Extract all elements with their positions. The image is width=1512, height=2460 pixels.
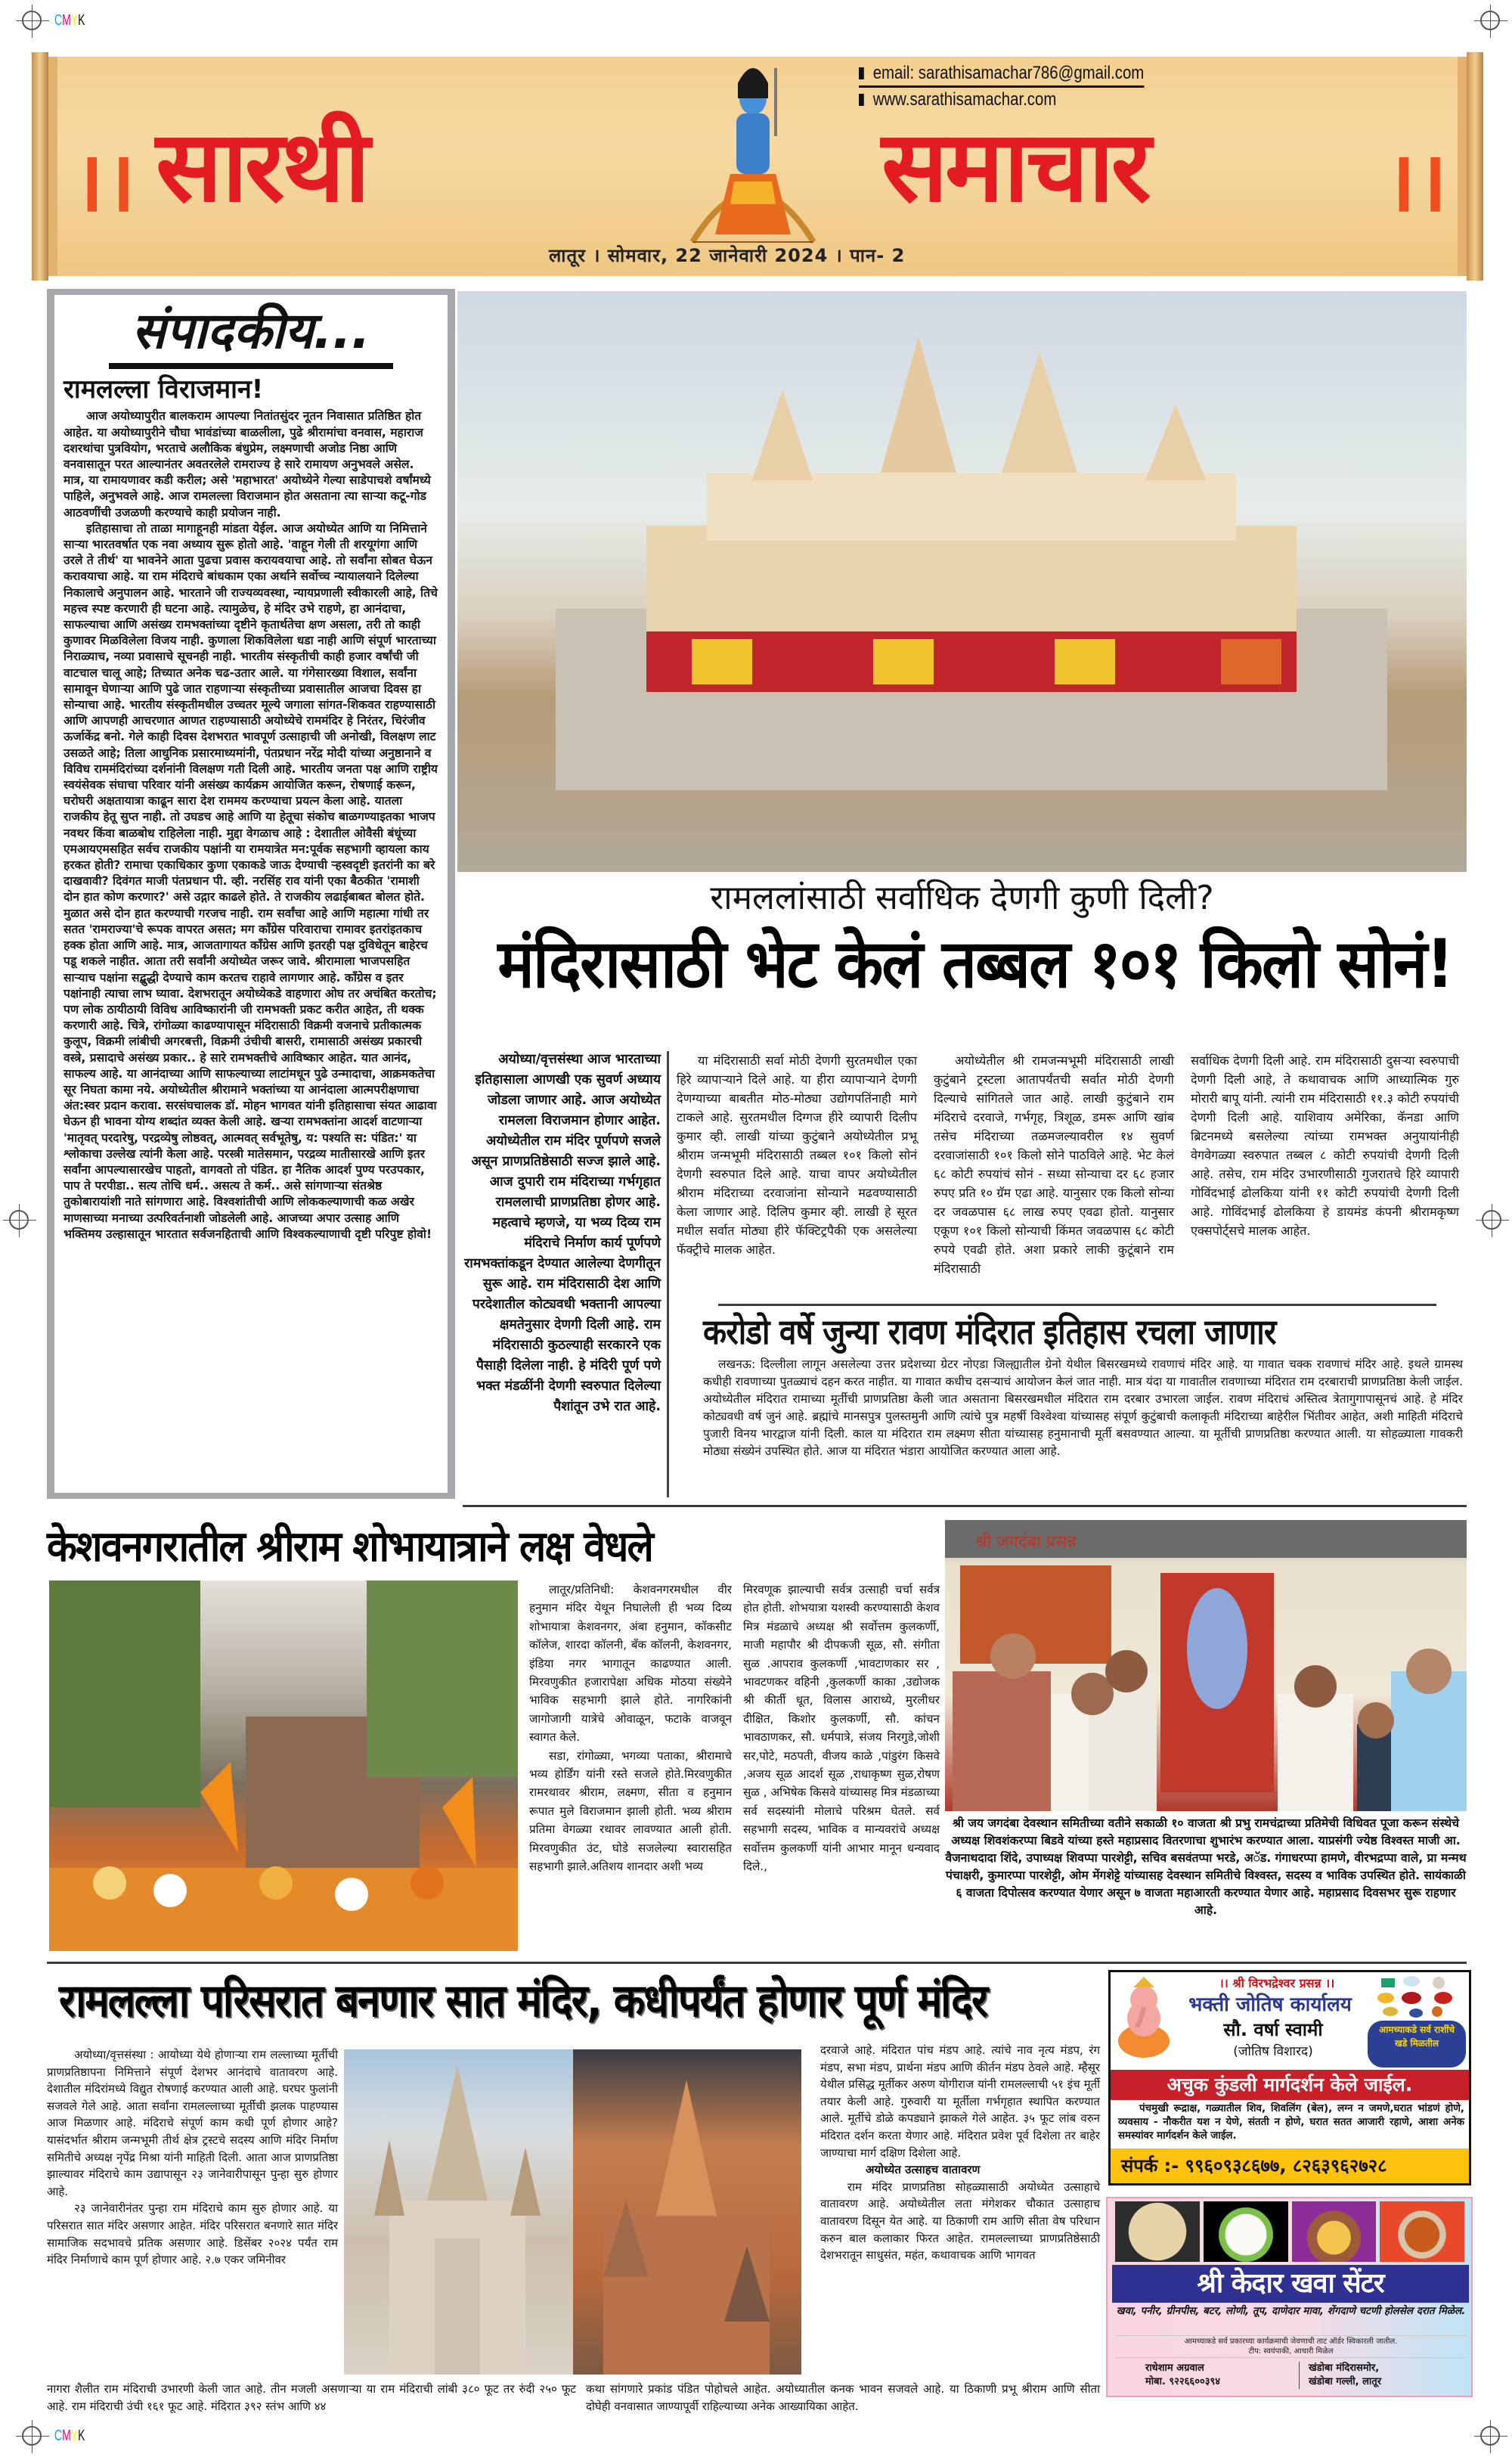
divider <box>718 1304 1436 1306</box>
astrologer-name: सौ. वर्षा स्वामी <box>1223 2019 1323 2040</box>
owner-name: राधेशाम अग्रवाल <box>1145 2362 1204 2374</box>
procession-photo <box>49 1581 518 1951</box>
cmyk-k: K <box>78 2427 85 2444</box>
ramlalla-story-column-1 <box>47 2046 338 2269</box>
food-photos <box>1115 2201 1464 2262</box>
editorial-section-title: संपादकीय... <box>132 302 370 360</box>
registration-mark-side-left <box>9 1210 29 1230</box>
gold-story-text: या मंदिरासाठी सर्वा मोठी देणगी सुरतमधील एका हिरे व्यापाऱ्याने दिले आहे. या हीरा व्यापाऱ्याने देणगी देणग्याच्या बाबतीत मोठ-मोठ्या उद्योगपतिंनाही मागे टाकले आहे. सुरतमधील दिग्गज हीरे व्यापारी दिलीप कुमार व्ही. लाखी यांच्या कुटुंबाने अयोध्येतील प्रभू श्रीराम जन्मभूमी मंदिरासाठी तब्बल १०१ किलो सोनं देणगी स्वरुपात दिले आहे. याचा वापर अयोध्येतील श्रीराम मंदिराच्या दरवाजांना सोन्याने मढवण्यासाठी केला जाणार आहे. दिलिप कुमार व्ही. लाखी हे सूरत मधील सर्वात मोठ्या हीरे फॅक्टिट्रपैकी एक असलेल्या फॅक्ट्रीचे मालक आहेत. <box>677 1053 917 1257</box>
ravan-story-headline: करोडो वर्षे जुन्या रावण मंदिरात इतिहास रचला जाणार <box>703 1311 1276 1352</box>
ramlalla-story-text: दरवाजे आहे. मंदिरात पांच मंडप आहे. त्यांचे नाव नृत्य मंडप, रंग मंडप, सभा मंडप, प्रार्थना मंडप आणि कीर्तन मंडप ठेवले आहे. म्हैसूर येथील प्रसिद्ध मूर्तीकर अरुण योगीराज यांनी रामलल्लाची ५१ इंच मूर्ती तयार केली आहे. गुरुवारी या मूर्तीला गर्भगृहात स्थापित करण्यात आले. मूर्तीचे डोळे कपड्याने झाकले गेले आहेत. ३५ फूट लांब वरुन मंदिरात दर्शन करता येणार आहे. मंदिरात प्रवेश पूर्व दिशेला तर बाहेर जाण्याचा मार्ग दक्षिण दिशेला आहे. <box>820 2043 1100 2160</box>
cmyk-k: K <box>78 12 85 29</box>
editorial-paragraph: आज अयोध्यापुरीत बालकराम आपल्या नितांतसुंदर नूतन निवासात प्रतिष्ठित होत आहेत. या अयोध्यापुरीने चौघा भावंडांच्या बाळलीला, पुढे श्रीरामांचा वनवास, महाराज दशरथांचा पुत्रवियोग, भरताचे अलौकिक बंधुप्रेम, लक्ष्मणाची अजोड निष्ठा आणि वनवासातून परत आल्यानंतर अवतरलेले रामराज्य हे सारे रामायण अनुभवले असेल. मात्र, या रामायणावर कडी करील; असे 'महाभारत' अयोध्येने गेल्या साडेपाचशे वर्षांमध्ये पाहिले, अनुभवले आहे. आज रामलल्ला विराजमान होत असताना त्या साऱ्या कटू-गोड आठवणींची उजळणी करण्याचे काही प्रयोजन नाही. <box>64 409 431 520</box>
editorial-body <box>64 408 438 1242</box>
registration-mark-bottom-left <box>22 2426 42 2446</box>
khava-photo <box>1115 2201 1200 2262</box>
registration-mark-top-right <box>1480 11 1500 30</box>
gold-story-text: सर्वाधिक देणगी दिली आहे. राम मंदिरासाठी दुसऱ्या स्वरुपाची देणगी दिली आहे, ते कथावाचक आणि आध्यात्मिक गुरु मोरारी बापू यांनी. त्यांनी राम मंदिरासाठी ११.३ कोटी रुपयांची देणगी दिली आहे. याशिवाय अमेरिका, कॅनडा आणि ब्रिटनमध्ये बसलेल्या त्यांच्या रामभक्त अनुयायांनीही वेगवेगळ्या स्वरुपात तब्बल ८ कोटी रुपयांची देणगी दिली आहे. तसेच, राम मंदिर उभारणीसाठी गुजरातचे हिरे व्यापारी गोविंदभाई ढोलकिया यांनी ११ कोटी रुपयांची देणगी दिली आहे. गोविंदभाई ढोलकिया हे डायमंड कंपनी श्रीरामकृष्ण एक्सपोर्ट्सचे मालक आहेत. <box>1191 1053 1459 1238</box>
masthead-title-left: सारथी <box>156 109 367 224</box>
divider <box>463 1505 1467 1507</box>
cmyk-c: C <box>54 12 63 29</box>
ornament-right: ।। <box>1384 132 1448 230</box>
gold-story-column-3 <box>1191 1051 1459 1240</box>
ramlalla-story-text: राम मंदिर प्राणप्रतिष्ठा सोहळ्यासाठी अयोध्येत उत्साहाचे वातावरण आहे. अयोध्येतील लता मंगेशकर चौकात उत्साहाच वातावरण दिसून येत आहे. या ठिकाणी राम आणि सीता वेष परिधान करुन बाल कलाकार फिरत आहेत. रामलल्लाच्या प्राणप्रतिष्ठेसाठी देशभरातून साधुसंत, महंत, कथावाचक आणि भागवत <box>820 2179 1100 2263</box>
gold-story-column-1 <box>677 1051 917 1259</box>
cmyk-y: Y <box>70 12 79 29</box>
ramlalla-story-subhead: अयोध्येत उत्साहच वातावरण <box>866 2163 981 2177</box>
masthead-title-right: समाचार <box>881 109 1148 224</box>
divider <box>109 363 394 369</box>
jagdamba-caption: श्री जय जगदंबा देवस्थान समितीच्या वतीने सकाळी १० वाजता श्री प्रभु रामचंद्राच्या प्रतिमेची विधिवत पूजा करून संस्थेचे अध्यक्ष शिवशंकरप्पा बिडवे यांच्या हस्ते महाप्रसाद वितरणाचा शुभारंभ करण्यात आला. याप्रसंगी ज्येष्ठ विश्वस्त माजी आ. वैजनाथदादा शिंदे, उपाध्यक्ष शिवप्पा पारशेट्टी, सचिव बसवंतप्पा भरडे, अॅड. गंगाधरप्पा हामणे, वीरभद्रप्पा वाले, प्रा मन्मथ पंचाक्षरी, कुमारप्पा पारशेट्टी, ओम मेंगशेट्टे यांच्यासह देवस्थान समितीचे विश्वस्त, सदस्य व भाविक उपस्थित होते. सायंकाळी ६ वाजता दिपोत्सव करण्यात येणार असून ७ वाजता महाआरती करण्यात येणार आहे. महाप्रसाद दिवसभर सुरू राहणार आहे. <box>945 1816 1467 1917</box>
khava-center-name: श्री केदार खवा सेंटर <box>1112 2265 1469 2303</box>
khava-products: खवा, पनीर, ग्रीनपीस, बटर, लोणी, तूप, दाणेदार मावा, शेंगदाणे चटणी होलसेल दरात मिळेल. <box>1116 2305 1466 2317</box>
khava-center-advertisement <box>1106 2197 1473 2397</box>
gemstone-badge: आमच्याकडे सर्व राशींचे खडे मिळतील <box>1368 2021 1466 2068</box>
cmyk-c: C <box>54 2427 63 2444</box>
astrology-services: पंचमुखी रूद्राक्ष, गळ्यातील शिव, शिवलिंग (बेल), लग्न न जमणे,घरात भांडणं होणे, व्यवसाय - नौकरीत यश न येणे, संतती न होणे, घरात सतत आजारी रहाणे, आशा अनेक समस्यांवर मार्गदर्शन केले जाईल. <box>1118 2103 1464 2142</box>
kundali-banner: अचुक कुंडली मार्गदर्शन केले जाईल. <box>1111 2070 1469 2100</box>
dateline: लातूर । सोमवार, 22 जानेवारी 2024 । पान- 2 <box>549 245 906 266</box>
registration-mark-side-right <box>1482 1210 1501 1230</box>
ram-mandir-photo <box>457 291 1467 872</box>
keshav-story-column-2 <box>743 1581 940 1876</box>
registration-mark-top-left <box>22 11 42 30</box>
editorial-headline: रामलल्ला विराजमान! <box>64 374 264 405</box>
ramlalla-story-headline: रामलल्ला परिसरात बनणार सात मंदिर, कधीपर्यंत होणार पूर्ण मंदिर <box>59 1975 987 2027</box>
ramlalla-story-text: २३ जानेवारीनंतर पुन्हा राम मंदिराचे काम सुरु होणार आहे. या परिसरात सात मंदिर असणार आहेत. मंदिर परिसरात बनणारे सात मंदिर सामाजिक सदभावचे प्रतिक असणार आहे. डिसेंबर २०२४ पर्यंत राम मंदिर निर्माणाचे काम पूर्ण होणार आहे. २.७ एकर जमिनीवर <box>47 2201 338 2267</box>
cmyk-color-bar-bottom <box>54 2427 85 2445</box>
keshav-story-text: सडा, रांगोळ्या, भगव्या पताका, श्रीरामाचे भव्य होर्डिंग यांनी रस्ते सजले होते.मिरवणुकीत रामरथावर श्रीराम, लक्ष्मण, सीता व हनुमान रूपात मुले विराजमान झाली होती. भव्य श्रीराम प्रतिमा वेगळ्या रथावर लावण्यात आली होती. मिरवणुकीत उंट, घोडे सजलेल्या स्वारासहित सहभागी झाले.अतिशय शानदार अशी भव्य <box>529 1748 732 1874</box>
ramlalla-story-continuation-1: नागरा शैलीत राम मंदिराची उभारणी केली जात आहे. तीन मजली असणाऱ्या या राम मंदिराची लांबी ३८० फूट तर रुंदी २५० फूट आहे. राम मंदिराची उंची १६१ फूट आहे. मंदिरात ३९२ स्तंभ आणि ४४ <box>47 2382 576 2413</box>
astrology-blessing: ।। श्री विरभद्रेश्वर प्रसन्न ।। <box>1219 1976 1335 1990</box>
khava-catering-note <box>1115 2335 1467 2358</box>
cmyk-m: M <box>62 2427 71 2444</box>
registration-mark-bottom-right <box>1480 2426 1500 2446</box>
address-line: खंडोबा मंदिरासमोर, <box>1309 2362 1380 2374</box>
paneer-photo <box>1204 2201 1288 2262</box>
keshav-story-text: लातूर/प्रतिनिधी: केशवनगरमधील वीर हनुमान मंदिर येथून निघालेली ही भव्य दिव्य शोभायात्रा केशवनगर, अंबा हनुमान, कॉकसीट कॉलेज, शारदा कॉलनी, बँक कॉलनी, केशवनगर, इंडिया नगर भागातून काढण्यात आली. मिरवणुकीत हजारापेक्षा अधिक मोठया संख्येने भाविक सहभागी झाले होते. नागरिकांनी जागोजागी यात्रेचे ओवाळून, फटाके वाजवून स्वागत केले. <box>529 1583 732 1745</box>
chutney-photo <box>1380 2201 1464 2262</box>
email-address[interactable]: email: sarathisamachar786@gmail.com <box>872 63 1145 83</box>
ramlalla-story-text: अयोध्या/वृत्तसंस्था : आयोध्या येथे होणाऱ्या राम लल्लाच्या मूर्तीची प्राणप्रतिष्ठापना निमित्ताने संपूर्ण देशभर आनंदाचे वातावरण आहे. देशातील मंदिरांमध्ये विद्युत रोषणाई करण्यात आली आहे. घरघर फुलांनी सजवले गेले आहे. आता सर्वांना रामलल्लाच्या मूर्तीची झलक पाहण्यास आज मिळणार आहे. मंदिराचे संपूर्ण काम कधी पूर्ण होणार आहे? यासंदर्भात श्रीराम जन्मभूमी तीर्थ क्षेत्र ट्रस्टचे सदस्य आणि मंदिर निर्माण समितीचे अध्यक्ष नृपेंद्र मिश्रा यांनी माहिती दिली. आता आज प्राणप्रतिष्ठा झाल्यावर मंदिराचे काम उद्यापासून २३ जानेवारीपासून पुन्हा सुरु होणार आहे. <box>47 2048 338 2198</box>
website-link[interactable]: www.sarathisamachar.com <box>872 89 1057 110</box>
gold-story-text: अयोध्येतील श्री रामजन्मभूमी मंदिरासाठी लाखी कुटुंबाने ट्रस्टला आतापर्यंतची सर्वात मोठी देणगी दिल्याचे सांगितले जात आहे. लाखी कुटुंबाने राम मंदिराचे दरवाजे, गर्भगृह, त्रिशूळ, डमरू आणि खांब तसेच मंदिराच्या तळमजल्यावरील १४ सुवर्ण दरवाजांसाठी १०१ किलो सोने पाठविले आहे. भेट केलं ६८ कोटी रुपयांचं सोनं - सध्या सोन्याचा दर ६८ हजार रुपए प्रति १० ग्रॅम एढा आहे. यानुसार एक किलो सोन्या दर जवळपास ६८ लाख रुपए एवढा होतो. यानुसार एकूण १०१ किलो सोन्याची किंमत जवळपास ६८ कोटी रुपये एवढी होते. अशा प्रकारे लाकी कुटूंबाने राम मंदिरासाठी <box>934 1053 1174 1276</box>
keshav-story-text: मिरवणूक झाल्याची सर्वत्र उत्साही चर्चा सर्वत्र होत होती. शोभयात्रा यशस्वी करण्यासाठी केशव मित्र मंडळाचे अध्यक्ष श्री सर्वोत्तम कुलकर्णी, माजी महापौर श्री दीपकजी सूळ, सौ. संगीता सुळ .आपराव कुलकर्णी ,भावटाणकार सर , भावटणकर वहिनी ,कुलकर्णी काका ,उद्योजक श्री कीर्ती धूत, विलास आराध्ये, मुरलीधर दीक्षित, किशोर कुलकर्णी, सौ. कांचन भावठाणकर, सौ. धर्मपात्रे, संजय निरगुडे,जोशी सर,पोटे, मठपती, वीजय काळे ,पांडुरंग किसवे ,अजय सूळ आदर्श सूळ ,राधाकृष्ण सुळ,रोषण सुळ , अभिषेक किसवे यांच्यासह मित्र मंडळाच्या सर्व सदस्यांनी मोलाचे परिश्रम घेतले. सर्व सहभागी सदस्य, भाविक व मान्यवरांचे अध्यक्ष सर्वोत्तम कुलकर्णी यांनी आभार मानून धन्यवाद दिले., <box>743 1583 940 1874</box>
divider <box>47 1962 1467 1964</box>
gold-story-column-2 <box>934 1051 1174 1278</box>
cmyk-m: M <box>62 12 71 29</box>
ornament-left: ।। <box>73 132 136 230</box>
ramlalla-story-continuation-2: कथा सांगणारे प्रकांड पंडित पोहोचले आहेत. अयोध्यातील कनक भावन सजवले आहे. या ठिकाणी प्रभू श्रीराम आणि सीता दोघेही वनवासात जाण्यापूर्वी राहिल्याच्या अनेक आख्यायिका आहेत. <box>586 2382 1100 2413</box>
ghee-photo <box>1292 2201 1377 2262</box>
column-divider <box>667 1051 669 1497</box>
khava-contact <box>1123 2362 1463 2389</box>
gold-story-headline: मंदिरासाठी भेट केलं तब्बल १०१ किलो सोनं! <box>497 925 1453 1003</box>
bullet-icon <box>859 67 864 79</box>
astrology-advertisement <box>1108 1970 1471 2185</box>
jagdamba-temple-photo <box>945 1520 1467 1811</box>
editorial-box <box>47 289 455 1499</box>
astrology-office-name: भक्ती जोतिष कार्यालय <box>1188 1993 1352 2016</box>
cmyk-y: Y <box>70 2427 79 2444</box>
catering-note-line: टीप: स्वयंपाकी, आचारी मिळेल <box>1248 2347 1334 2356</box>
astrologer-qualification: (जोतिष विशारद) <box>1233 2044 1313 2059</box>
temple-rendering-white <box>344 2049 573 2375</box>
temple-illustration <box>556 337 1387 790</box>
masthead <box>47 57 1468 276</box>
catering-note-line: आमच्याकडे सर्व प्रकारच्या कार्यक्रमाची जेवणाची ताट ऑर्डर स्विकारली जातील. <box>1184 2337 1398 2346</box>
bullet-icon <box>859 94 864 106</box>
ramlalla-story-column-2 <box>820 2042 1100 2264</box>
cmyk-color-bar-top <box>54 12 85 29</box>
procession-illustration <box>49 1581 518 1951</box>
keshav-story-headline: केशवनगरातील श्रीराम शोभायात्राने लक्ष वेधले <box>47 1522 652 1571</box>
editorial-paragraph: इतिहासाचा तो ताळा मागाहूनही मांडता येईल. आज अयोध्येत आणि या निमित्ताने साऱ्या भारतवर्षात एक नवा अध्याय सुरू होतो आहे. 'वाहून गेली ती शरयूगंगा आणि उरले ते तीर्थ' या भावनेने आता पुढचा प्रवास करायवयाचा आहे. तो सर्वांना सोबत घेऊन करावयाचा आहे. या राम मंदिराचे बांधकाम एका अर्थाने सर्वोच्च न्यायालयाने दिलेल्या निकालाचे अनुपालन आहे. भारताने जी राज्यव्यवस्था, न्यायप्रणाली स्वीकारली आहे, तिचे महत्त्व स्पष्ट करणारी ही घटना आहे. त्यामुळेच, हे मंदिर उभे राहणे, हा आनंदाचा, साफल्याचा आणि असंख्य रामभक्तांच्या दृष्टीने कृतार्थतेचा क्षण असला, तरी तो काही कुणावर मिळविलेला विजय नाही. कुणाला शिकविलेला धडा नाही आणि संपूर्ण भारताच्या निराळ्याच, नव्या प्रवासाचे सूचनही नाही. भारतीय संस्कृतीची काही हजार वर्षांची जी वाटचाल चालू आहे; तिच्यात अनेक चढ-उतार आले. या गंगेसारख्या विशाल, सर्वांना सामावून घेणाऱ्या आणि पुढे जात राहणाऱ्या संस्कृतीच्या प्रवासातील आजचा दिवस हा सोन्याचा आहे. भारतीय संस्कृतीमधील उच्चतर मूल्ये जगाला सांगत-शिकवत राहण्यासाठी आणि आपणही आचरणात आणत राहण्यासाठी अयोध्येचे राममंदिर हे निरंतर, चिरंजीव ऊर्जाकेंद्र बनो. गेले काही दिवस देशभरात भावपूर्ण उत्साहाची जी अनोखी, विलक्षण लाट उसळते आहे; तिला आधुनिक प्रसारमाध्यमांनी, पंतप्रधान नरेंद्र मोदी यांच्या अनुष्ठानाने व विविध राममंदिरांच्या दर्शनांनी विलक्षण गती दिली आहे. भारतीय जनता पक्ष आणि राष्ट्रीय स्वयंसेवक संघाचा परिवार यांनी असंख्य कार्यक्रम आयोजित करून, रोषणाई करून, घरोघरी अक्षतायात्रा काढून सारा देश राममय करण्याचा प्रयत्न केला आहे. यातला राजकीय हेतू सुप्त नाही. तो उघडच आहे आणि या हेतूचा संकोच बाळगण्याइतका भाजप नवथर किंवा बाळबोध राहिलेला नाही. मुद्दा वेगळाच आहे : देशातील ओवैसी बंधूंच्या एमआयएमसहित सर्वच राजकीय पक्षांनी या रामयात्रेत मन:पूर्वक सहभागी व्हायला काय हरकत होती? रामाचा एकाधिकार कुणा एकाकडे जाऊ देण्याची ऱ्हस्वदृष्टी इतरांनी का बरे दाखवावी? दिवंगत माजी पंतप्रधान पी. व्ही. नरसिंह राव यांनी एका बैठकीत 'रामाशी दोन हात कोण करणार?' असे उद्गार काढले होते. ते राजकीय लढाईबाबत बोलत होते. मुळात असे दोन हात करण्याची गरजच नाही. राम सर्वांचा आहे आणि महात्मा गांधी तर सतत 'रामराज्या'चे रूपक वापरत असत; मग काँग्रेस परिवाराचा रामावर इतरांइतकाच हक्क होता आणि आहे. मात्र, आजतागायत काँग्रेस आणि इतरही पक्ष दुविधेतून बाहेरच पडू शकले नाहीत. आता तरी सर्वांनी अयोध्येत जरूर जावे. श्रीरामाला भाजपसहित साऱ्याच पक्षांना सद्बुद्धी देण्याचे काम करतच राहावे लागणार आहे. काँग्रेस व इतर पक्षांनाही त्याचा लाभ घ्यावा. देशभरातून अयोध्येकडे वाहणारा ओघ तर अचंबित करतोच; पण लोक ठायीठायी विविध आविष्कारांनी जी रामभक्ती प्रकट करीत आहेत, ती थक्क करणारी आहे. चित्रे, रांगोळ्या काढण्यापासून मंदिरासाठी विक्रमी वजनाचे प्रतीकात्मक कुलूप, विक्रमी लांबीची अगरबत्ती, विक्रमी उंचीची बासरी, रामासाठी असंख्य प्रकारची वस्त्रे, प्रसादाचे असंख्य प्रकार.. हे सारे रामभक्तीचे आविष्कार आहेत. यात आनंद, साफल्य आहे. या आनंदाच्या आणि साफल्याच्या लाटांमधून पुढे उन्मादाचा, आक्रमकतेचा सूर निघता कामा नये. अयोध्येतील श्रीरामाने भक्तांच्या या आनंदाला आत्मपरीक्षणाचा अंत:स्वर प्रदान करावा. सरसंघचालक डॉ. मोहन भागवत यांनी इतिहासाचा संयत आढावा घेऊन ही भावना योग्य शब्दांत व्यक्त केली आहे. खऱ्या रामभक्तांना आदर्श वाटणाऱ्या 'मातृवत् परदारेषु, परद्रव्येषु लोष्ठवत्, आत्मवत् सर्वभूतेषु, य: पश्यति स: पंडित:' या श्लोकाचा उल्लेख त्यांनी केला आहे. परस्त्री मातेसमान, परद्रव्य मातीसारखे आणि इतर सर्वांना आपल्यासारखेच पाहतो, वागवतो तो पंडित. हा नैतिक आदर्श पुण्य परउपकार, पाप ते परपीडा.. सत्य तोचि धर्म.. असत्य ते कर्म.. असे सांगणाऱ्या संतश्रेष्ठ तुकोबारायांशी नाते सांगणारा आहे. विश्वशांतीची आणि लोककल्याणाची कळ अखेर माणसाच्या मनाच्या उत्परिवर्तनाशी जोडलेली आहे. आजच्या अपार उत्साह आणि भक्तिमय उल्हासातून भारतात सर्वजनहिताची आणि विश्वकल्याणाची दृष्टी परिपुष्ट होवो! <box>64 521 438 1241</box>
temple-sign-text: श्री जगदंबा प्रसन्न <box>975 1533 1077 1552</box>
owner-mobile[interactable]: मोबा. ९२२६६००३९४ <box>1145 2376 1220 2387</box>
gemstones-icon <box>1375 1975 1458 2018</box>
astrology-contact[interactable]: संपर्क :- ९९६०९३८६७७, ८२६३९६२७२८ <box>1111 2148 1469 2183</box>
ganesha-icon <box>1114 1977 1174 2060</box>
gold-story-kicker: रामललांसाठी सर्वाधिक देणगी कुणी दिली? <box>710 879 1214 917</box>
temple-rendering-sandstone <box>573 2049 802 2375</box>
masthead-contact <box>859 61 1144 112</box>
gold-story-lead: अयोध्या/वृत्तसंस्था आज भारताच्या इतिहासाला आणखी एक सुवर्ण अध्याय जोडला जाणार आहे. आज अयोध्येत रामलला विराजमान होणार आहेत. अयोध्येतील राम मंदिर पूर्णपणे सजले असून प्राणप्रतिष्ठेसाठी सज्ज झाले आहे. आज दुपारी राम मंदिराच्या गर्भगृहात रामललाची प्राणप्रतिष्ठा होणर आहे. महत्वाचे म्हणजे, या भव्य दिव्य राम मंदिराचे निर्माण कार्य पूर्णपणे रामभक्तांकडून देण्यात आलेल्या देणगीतून सुरू आहे. राम मंदिरासाठी देश आणि परदेशातील कोट्यवधी भक्तानी आपल्या क्षमतेनुसार देणगी दिली आहे. राम मंदिरासाठी कुठल्याही सरकारने एक पैसाही दिलेला नाही. हे मंदिरी पूर्ण पणे भक्त मंडळींनी देणगी स्वरुपात दिलेल्या पैशांतून उभे रात आहे. <box>464 1052 661 1414</box>
temple-complex-renderings <box>344 2049 801 2375</box>
ravan-story-body: लखनऊ: दिल्लीला लागून असलेल्या उत्तर प्रदेशच्या ग्रेटर नोएडा जिल्ह्यातील ग्रेनो येथील बिसरखमध्ये रावणाचं मंदिर आहे. या गावात चक्क रावणाचं मंदिर आहे. इथले ग्रामस्थ कधीही रावणाच्या पुतळ्याचं दहन करत नाहीत. या गावात कधीच दसऱ्याचं आयोजन केलं जात नाही. मात्र यंदा या गावातील रावणाच्या मंदिरात राम दरबाराची प्राणप्रतिष्ठा केली जाईल. अयोध्येतील मंदिरात रामाच्या मूर्तीची प्राणप्रतिष्ठा केली जात असताना बिसरखमधील मंदिरात राम दरबार उभारला जाईल. रावण मंदिराचं अस्तित्व त्रेतागुगापासूनचं आहे. हे मंदिर कोट्यवधी वर्ष जुनं आहे. ब्रह्मांचे मानसपुत्र पुलस्तमुनी आणि त्यांचे पुत्र महर्षी विश्वेश्वा यांच्यासह संपूर्ण कुटुंबाची कलाकृती मंदिराच्या बाहेरील भिंतीवर आहेत, अशी माहिती मंदिराचे पुजारी विनय भारद्वाज यांनी दिली. काल या मंदिरात राम लक्ष्मण सीता यांच्यासह हनुमानाची मूर्ती बसवण्यात आल्या. या मूर्तीची प्राणप्रतिष्ठा करण्यात आली. या सोहळ्याला गावकरी मोठ्या संख्येनं उपस्थित होते. आज या मंदिरात भंडारा आयोजित करण्यात आला आहे. <box>703 1357 1463 1458</box>
address-line: खंडोबा गल्ली, लातूर <box>1309 2376 1382 2387</box>
keshav-story-column-1 <box>529 1581 732 1876</box>
temple-gathering-illustration <box>945 1520 1467 1811</box>
